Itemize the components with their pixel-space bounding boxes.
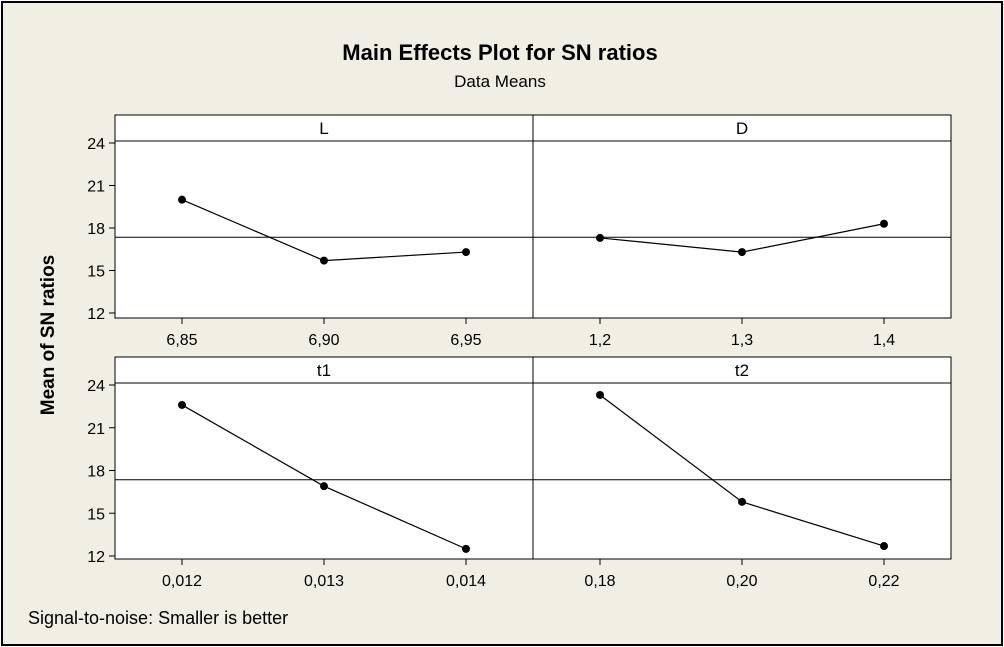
y-tick-label: 21 bbox=[87, 178, 105, 196]
panel-t2-label: t2 bbox=[734, 361, 750, 380]
footnote: Signal-to-noise: Smaller is better bbox=[28, 608, 289, 628]
panel-l-x-tick-label: 6,90 bbox=[308, 332, 340, 349]
y-tick-label: 15 bbox=[87, 263, 105, 281]
chart-title: Main Effects Plot for SN ratios bbox=[342, 40, 658, 65]
panel-t1-x-tick-label: 0,014 bbox=[445, 573, 487, 590]
panel-t2-x-tick-label: 0,20 bbox=[726, 573, 758, 590]
panel-t2-data-point bbox=[596, 391, 604, 399]
y-tick-label: 18 bbox=[87, 463, 105, 481]
panel-d-data-point bbox=[738, 248, 746, 256]
panel-t1-data-point bbox=[462, 545, 470, 553]
panel-l-data-point bbox=[462, 248, 470, 256]
panel-l-data-point bbox=[178, 196, 186, 204]
panel-l-label: L bbox=[319, 119, 329, 138]
panel-l-x-tick-label: 6,85 bbox=[166, 332, 198, 349]
panel-t2-area bbox=[533, 357, 951, 559]
y-tick-label: 12 bbox=[87, 549, 105, 566]
panel-t1-x-tick-label: 0,013 bbox=[303, 573, 345, 590]
y-tick-label: 12 bbox=[87, 306, 105, 323]
panel-t2-x-tick-label: 0,18 bbox=[584, 573, 616, 590]
panel-d-x-tick-label: 1,3 bbox=[730, 332, 754, 349]
panel-t2-data-point bbox=[880, 542, 888, 550]
panels-group bbox=[87, 115, 951, 590]
panel-t2-data-point bbox=[738, 498, 746, 506]
panel-t1-area bbox=[115, 357, 533, 559]
panel-d-label: D bbox=[735, 119, 749, 138]
panel-l-area bbox=[115, 115, 533, 318]
panel-d-x-tick-label: 1,4 bbox=[872, 332, 896, 349]
y-tick-label: 18 bbox=[87, 221, 105, 238]
panel-d-area bbox=[533, 115, 951, 318]
y-tick-label: 15 bbox=[87, 506, 105, 524]
y-tick-label: 24 bbox=[87, 136, 105, 153]
panel-l-data-point bbox=[320, 257, 328, 265]
y-tick-label: 24 bbox=[87, 378, 105, 395]
chart-subtitle: Data Means bbox=[454, 72, 546, 91]
panel-d-x-tick-label: 1,2 bbox=[588, 332, 612, 349]
panel-d-data-point bbox=[880, 220, 888, 228]
y-axis-label: Mean of SN ratios bbox=[38, 254, 59, 416]
panel-t1-x-tick-label: 0,012 bbox=[161, 573, 203, 590]
y-tick-label: 21 bbox=[87, 420, 105, 438]
panel-t1-data-point bbox=[178, 401, 186, 409]
panel-t1-label: t1 bbox=[316, 361, 332, 380]
panel-t1-data-point bbox=[320, 482, 328, 490]
panel-t2-x-tick-label: 0,22 bbox=[868, 573, 900, 590]
panel-l-x-tick-label: 6,95 bbox=[450, 332, 482, 349]
panel-d-data-point bbox=[596, 234, 604, 242]
